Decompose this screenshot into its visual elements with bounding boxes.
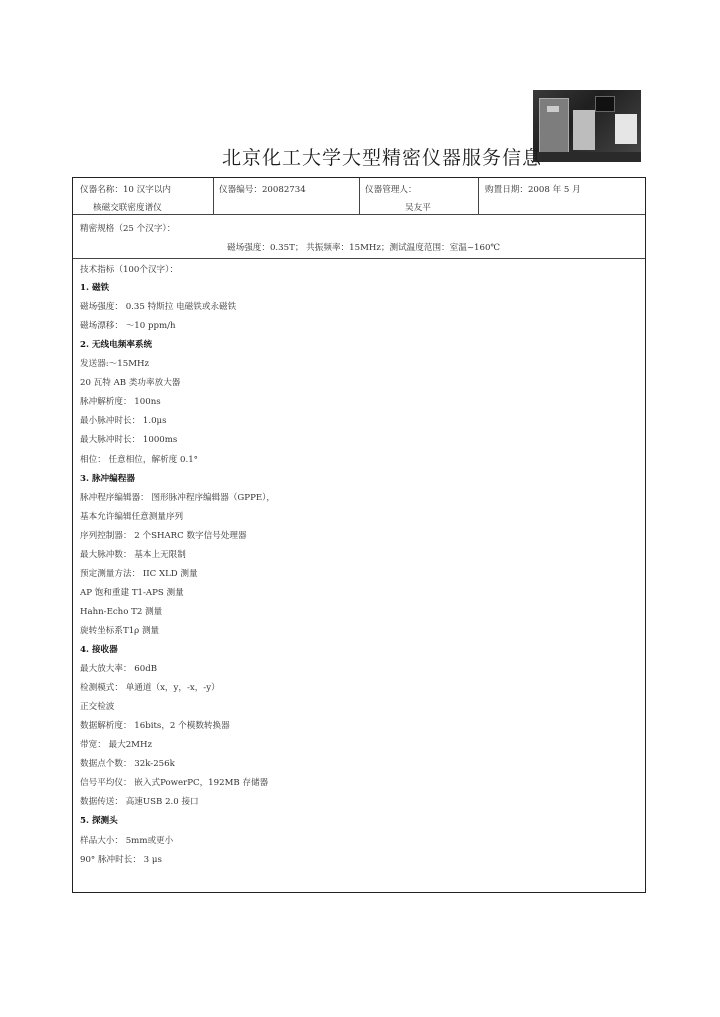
tech-spec-line: AP 饱和重建 T1-APS 测量 <box>80 587 184 598</box>
tech-spec-line: 最大脉冲时长： 1000ms <box>80 435 178 446</box>
tech-spec-line: 序列控制器： 2 个SHARC 数字信号处理器 <box>80 530 247 541</box>
column-divider <box>478 178 479 214</box>
tech-spec-line: 90° 脉冲时长： 3 μs <box>80 854 162 865</box>
tech-spec-line: 最大放大率： 60dB <box>80 664 158 674</box>
tech-section-heading: 2. 无线电频率系统 <box>80 340 153 351</box>
instrument-name-value: 核磁交联密度谱仪 <box>93 203 162 213</box>
tech-section-heading: 4. 接收器 <box>80 644 118 655</box>
tech-spec-line: 数据传送： 高速USB 2.0 接口 <box>80 797 199 808</box>
tech-section-heading: 3. 脉冲编程器 <box>80 473 135 484</box>
info-table <box>72 177 646 893</box>
tech-section-heading: 5. 探测头 <box>80 816 118 827</box>
column-divider <box>213 178 214 214</box>
tech-spec-line: 最小脉冲时长： 1.0μs <box>80 416 167 427</box>
spec-label: 精密规格（25 个汉字）： <box>80 224 176 234</box>
tech-spec-line: 带宽： 最大2MHz <box>80 740 152 751</box>
row-divider <box>73 258 645 259</box>
tech-spec-line: 正交检波 <box>80 702 115 713</box>
tech-spec-line: 信号平均仪： 嵌入式PowerPC，192MB 存储器 <box>80 778 269 789</box>
tech-label: 技术指标（100个汉字）： <box>80 265 179 275</box>
tech-spec-line: 检测模式： 单通道（x，y，-x，-y） <box>80 683 220 694</box>
tech-spec-line: 磁场漂移： ～10 ppm/h <box>80 321 176 332</box>
tech-spec-line: 磁场强度： 0.35 特斯拉 电磁铁或永磁铁 <box>80 302 237 312</box>
tech-spec-line: 样品大小： 5mm或更小 <box>80 835 174 846</box>
tech-spec-line: 数据点个数： 32k-256k <box>80 759 175 770</box>
tech-spec-line: 旋转坐标系T1ρ 测量 <box>80 625 160 636</box>
tech-spec-line: Hahn-Echo T2 测量 <box>80 606 163 617</box>
tech-spec-line: 基本允许编辑任意测量序列 <box>80 511 184 522</box>
instrument-number: 仪器编号：20082734 <box>219 185 306 195</box>
tech-section-heading: 1. 磁铁 <box>80 283 110 293</box>
tech-spec-line: 20 瓦特 AB 类功率放大器 <box>80 378 181 389</box>
instrument-photo <box>533 90 641 162</box>
manager-label: 仪器管理人： <box>365 185 417 195</box>
tech-spec-line: 相位： 任意相位，解析度 0.1° <box>80 454 198 465</box>
page-title: 北京化工大学大型精密仪器服务信息 <box>222 147 543 169</box>
tech-spec-line: 脉冲解析度： 100ns <box>80 397 161 408</box>
tech-spec-line: 最大脉冲数： 基本上无限制 <box>80 549 186 560</box>
purchase-date: 购置日期：2008 年 5 月 <box>485 185 581 195</box>
spec-value: 磁场强度：0.35T； 共振频率：15MHz；测试温度范围：室温~160℃ <box>227 243 501 253</box>
tech-spec-line: 预定测量方法： IIC XLD 测量 <box>80 568 198 579</box>
instrument-name-label: 仪器名称：10 汉字以内 <box>80 185 172 195</box>
tech-spec-line: 脉冲程序编辑器： 图形脉冲程序编辑器（GPPE）， <box>80 492 276 503</box>
column-divider <box>359 178 360 214</box>
tech-spec-line: 发送器:～15MHz <box>80 359 150 370</box>
row-divider <box>73 214 645 215</box>
tech-spec-line: 数据解析度： 16bits，2 个模数转换器 <box>80 721 230 732</box>
manager-value: 吴友平 <box>405 203 431 213</box>
